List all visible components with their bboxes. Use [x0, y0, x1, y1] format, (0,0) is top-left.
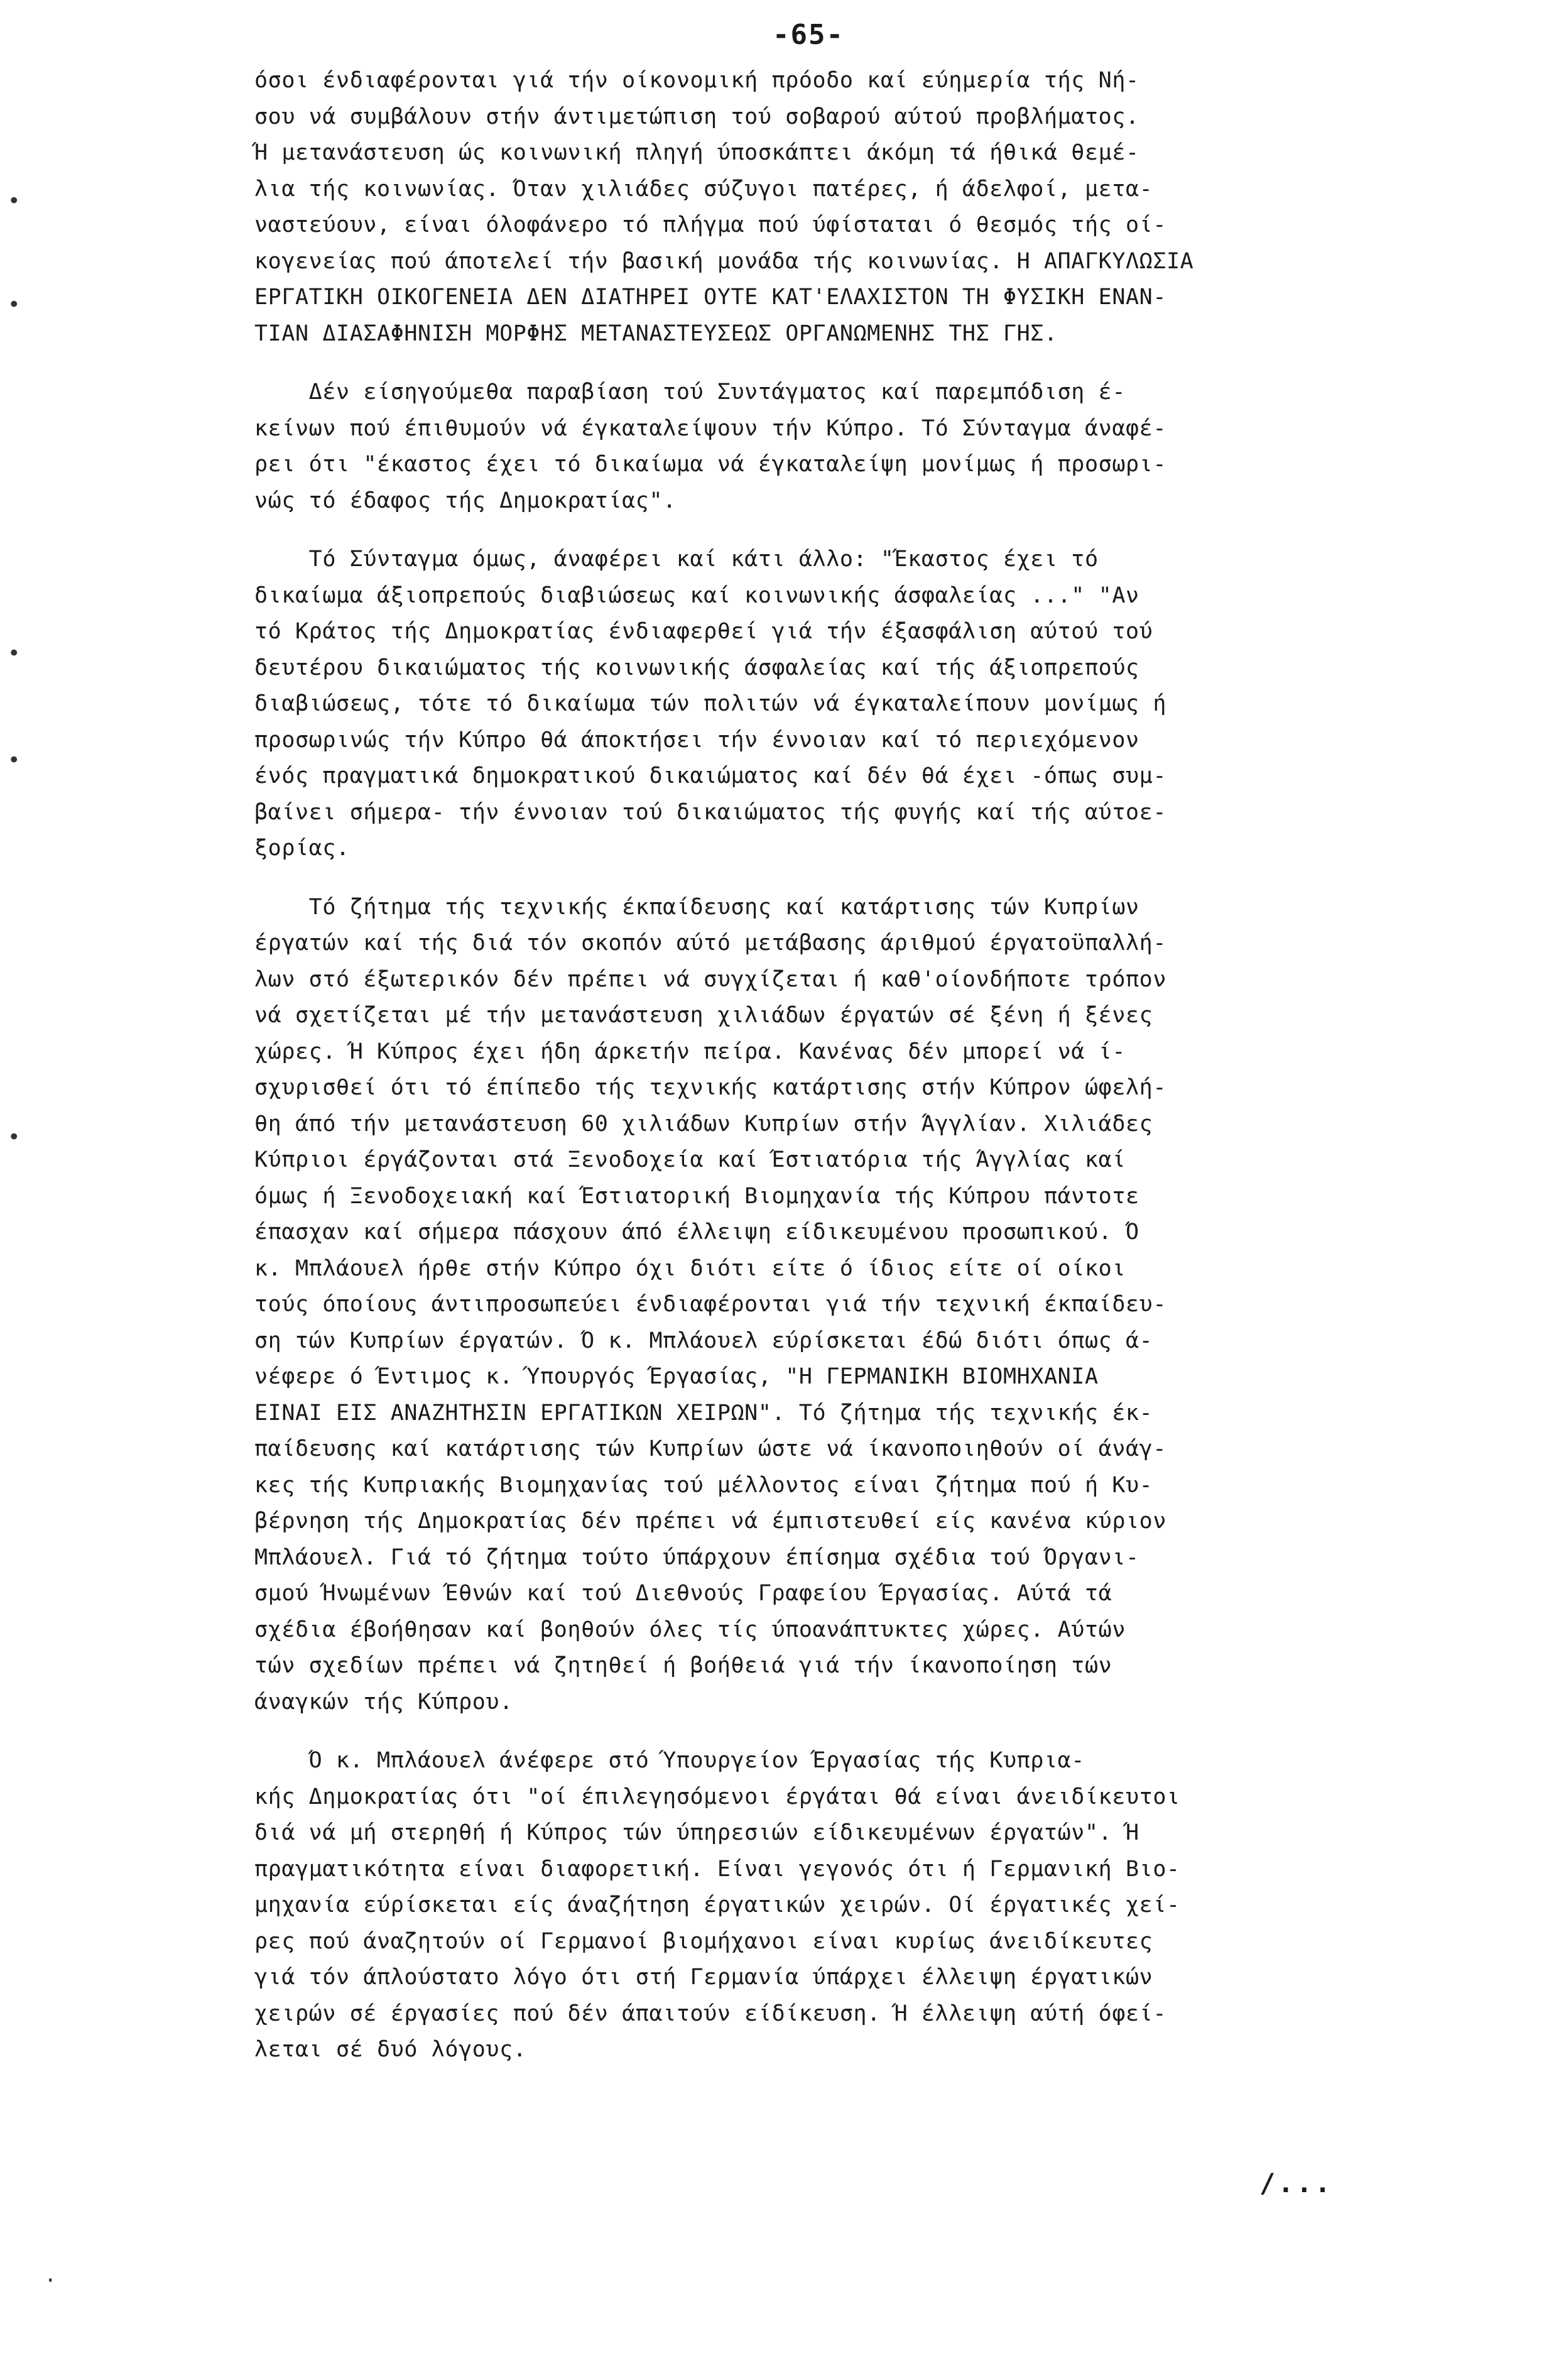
paragraph-gap [254, 867, 1379, 890]
text-line: σχυρισθεί ότι τό έπίπεδο τής τεχνικής κατάρτισης στήν Κύπρον ώφελή- [254, 1075, 1167, 1100]
text-line: ναστεύουν, είναι όλοφάνερο τό πλήγμα πού ύφίσταται ό θεσμός τής οί- [254, 212, 1167, 237]
text-line: κογενείας πού άποτελεί τήν βασική μονάδα τής κοινωνίας. Η ΑΠΑΓΚΥΛΩΣΙΑ [254, 248, 1194, 274]
text-line: χειρών σέ έργασίες πού δέν άπαιτούν είδίκευση. Ή έλλειψη αύτή όφεί- [254, 2001, 1167, 2026]
paragraph [254, 890, 1379, 1721]
paragraph [254, 63, 1379, 352]
text-line: Τό Σύνταγμα όμως, άναφέρει καί κάτι άλλο: "Έκαστος έχει τό [254, 547, 1099, 572]
paragraph-gap [254, 519, 1379, 542]
text-line: ΤΙΑΝ ΔΙΑΣΑΦΗΝΙΣΗ ΜΟΡΦΗΣ ΜΕΤΑΝΑΣΤΕΥΣΕΩΣ ΟΡΓΑΝΩΜΕΝΗΣ ΤΗΣ ΓΗΣ. [254, 320, 1058, 346]
text-line: νέφερε ό Έντιμος κ. Ύπουργός Έργασίας, "Η ΓΕΡΜΑΝΙΚΗ ΒΙΟΜΗΧΑΝΙΑ [254, 1364, 1099, 1389]
text-line: ΕΡΓΑΤΙΚΗ ΟΙΚΟΓΕΝΕΙΑ ΔΕΝ ΔΙΑΤΗΡΕΙ ΟΥΤΕ ΚΑΤ'ΕΛΑΧΙΣΤΟΝ ΤΗ ΦΥΣΙΚΗ ΕΝΑΝ- [254, 285, 1167, 310]
text-line: έπασχαν καί σήμερα πάσχουν άπό έλλειψη είδικευμένου προσωπικού. Ό [254, 1220, 1139, 1245]
text-line: ξορίας. [254, 836, 350, 861]
text-line: πραγματικότητα είναι διαφορετική. Είναι γεγονός ότι ή Γερμανική Βιο- [254, 1856, 1180, 1882]
text-line: βαίνει σήμερα- τήν έννοιαν τού δικαιώματος τής φυγής καί τής αύτοε- [254, 799, 1167, 825]
text-line: ένός πραγματικά δημοκρατικού δικαιώματος καί δέν θά έχει -όπως συμ- [254, 763, 1167, 789]
text-line: Ό κ. Μπλάουελ άνέφερε στό Ύπουργείον Έργασίας τής Κυπρια- [254, 1748, 1085, 1773]
text-line: Τό ζήτημα τής τεχνικής έκπαίδευσης καί κατάρτισης τών Κυπρίων [254, 894, 1139, 920]
margin-mark: • [8, 1125, 21, 1150]
margin-mark: • [8, 292, 21, 317]
text-line: σχέδια έβοήθησαν καί βοηθούν όλες τίς ύποανάπτυκτες χώρες. Αύτών [254, 1617, 1126, 1642]
text-line: λων στό έξωτερικόν δέν πρέπει νά συγχίζεται ή καθ'οίονδήποτε τρόπον [254, 966, 1167, 992]
paragraph-gap [254, 352, 1379, 374]
margin-mark: · [44, 2268, 57, 2293]
text-line: σμού Ήνωμένων Έθνών καί τού Διεθνούς Γραφείου Έργασίας. Αύτά τά [254, 1581, 1112, 1606]
text-line: ση τών Κυπρίων έργατών. Ό κ. Μπλάουελ εύρίσκεται έδώ διότι όπως ά- [254, 1328, 1153, 1353]
text-line: νώς τό έδαφος τής Δημοκρατίας". [254, 488, 677, 513]
continuation-mark: /... [1259, 2168, 1334, 2198]
margin-mark: • [8, 748, 21, 773]
text-line: Δέν είσηγούμεθα παραβίαση τού Συντάγματος καί παρεμπόδιση έ- [254, 379, 1126, 405]
text-line: δικαίωμα άξιοπρεπούς διαβιώσεως καί κοινωνικής άσφαλείας ..." "Αν [254, 582, 1139, 608]
text-line: γιά τόν άπλούστατο λόγο ότι στή Γερμανία ύπάρχει έλλειψη έργατικών [254, 1965, 1153, 1990]
text-line: άναγκών τής Κύπρου. [254, 1689, 513, 1715]
text-line: όμως ή Ξενοδοχειακή καί Έστιατορική Βιομηχανία τής Κύπρου πάντοτε [254, 1183, 1139, 1209]
text-line: λια τής κοινωνίας. Όταν χιλιάδες σύζυγοι πατέρες, ή άδελφοί, μετα- [254, 176, 1153, 202]
text-line: μηχανία εύρίσκεται είς άναζήτηση έργατικών χειρών. Οί έργατικές χεί- [254, 1892, 1180, 1918]
text-line: προσωρινώς τήν Κύπρο θά άποκτήσει τήν έννοιαν καί τό περιεχόμενον [254, 727, 1139, 753]
text-line: λεται σέ δυό λόγους. [254, 2037, 527, 2062]
text-line: ρει ότι "έκαστος έχει τό δικαίωμα νά έγκαταλείψη μονίμως ή προσωρι- [254, 452, 1167, 477]
text-line: νά σχετίζεται μέ τήν μετανάστευση χιλιάδων έργατών σέ ξένη ή ξένες [254, 1003, 1153, 1028]
text-line: κ. Μπλάουελ ήρθε στήν Κύπρο όχι διότι είτε ό ίδιος είτε οί οίκοι [254, 1255, 1126, 1281]
text-line: Ή μετανάστευση ώς κοινωνική πληγή ύποσκάπτει άκόμη τά ήθικά θεμέ- [254, 140, 1139, 165]
paragraph [254, 1743, 1379, 2068]
text-line: όσοι ένδιαφέρονται γιά τήν οίκονομική πρόοδο καί εύημερία τής Νή- [254, 68, 1139, 93]
text-line: κείνων πού έπιθυμούν νά έγκαταλείψουν τήν Κύπρο. Τό Σύνταγμα άναφέ- [254, 415, 1167, 441]
text-line: τών σχεδίων πρέπει νά ζητηθεί ή βοήθειά γιά τήν ίκανοποίηση τών [254, 1653, 1112, 1678]
text-line: θη άπό τήν μετανάστευση 60 χιλιάδων Κυπρίων στήν Άγγλίαν. Χιλιάδες [254, 1111, 1153, 1137]
text-line: διαβιώσεως, τότε τό δικαίωμα τών πολιτών νά έγκαταλείπουν μονίμως ή [254, 691, 1167, 716]
paragraph [254, 374, 1379, 519]
text-line: ρες πού άναζητούν οί Γερμανοί βιομήχανοι είναι κυρίως άνειδίκευτες [254, 1928, 1153, 1954]
text-line: σου νά συμβάλουν στήν άντιμετώπιση τού σοβαρού αύτού προβλήματος. [254, 104, 1139, 129]
margin-mark: • [8, 188, 21, 214]
page-number: -65- [773, 19, 844, 51]
text-line: δευτέρου δικαιώματος τής κοινωνικής άσφαλείας καί τής άξιοπρεπούς [254, 655, 1139, 680]
margin-mark: • [8, 641, 21, 666]
text-line: τούς όποίους άντιπροσωπεύει ένδιαφέρονται γιά τήν τεχνική έκπαίδευ- [254, 1292, 1167, 1317]
text-line: Κύπριοι έργάζονται στά Ξενοδοχεία καί Έστιατόρια τής Άγγλίας καί [254, 1147, 1126, 1172]
body-text [254, 63, 1379, 2068]
text-line: βέρνηση τής Δημοκρατίας δέν πρέπει νά έμπιστευθεί είς κανένα κύριον [254, 1509, 1167, 1534]
paragraph [254, 542, 1379, 867]
text-line: διά νά μή στερηθή ή Κύπρος τών ύπηρεσιών είδικευμένων έργατών". Ή [254, 1820, 1139, 1845]
text-line: τό Κράτος τής Δημοκρατίας ένδιαφερθεί γιά τήν έξασφάλιση αύτού τού [254, 619, 1153, 644]
paragraph-gap [254, 1720, 1379, 1743]
text-line: Μπλάουελ. Γιά τό ζήτημα τούτο ύπάρχουν έπίσημα σχέδια τού Όργανι- [254, 1544, 1139, 1570]
text-line: παίδευσης καί κατάρτισης τών Κυπρίων ώστε νά ίκανοποιηθούν οί άνάγ- [254, 1436, 1167, 1461]
text-line: ΕΙΝΑΙ ΕΙΣ ΑΝΑΖΗΤΗΣΙΝ ΕΡΓΑΤΙΚΩΝ ΧΕΙΡΩΝ". Τό ζήτημα τής τεχνικής έκ- [254, 1400, 1153, 1426]
text-line: έργατών καί τής διά τόν σκοπόν αύτό μετάβασης άριθμού έργατοϋπαλλή- [254, 931, 1167, 956]
text-line: κες τής Κυπριακής Βιομηχανίας τού μέλλοντος είναι ζήτημα πού ή Κυ- [254, 1472, 1153, 1498]
text-line: χώρες. Ή Κύπρος έχει ήδη άρκετήν πείρα. Κανένας δέν μπορεί νά ί- [254, 1039, 1126, 1064]
text-line: κής Δημοκρατίας ότι "οί έπιλεγησόμενοι έργάται θά είναι άνειδίκευτοι [254, 1784, 1180, 1810]
